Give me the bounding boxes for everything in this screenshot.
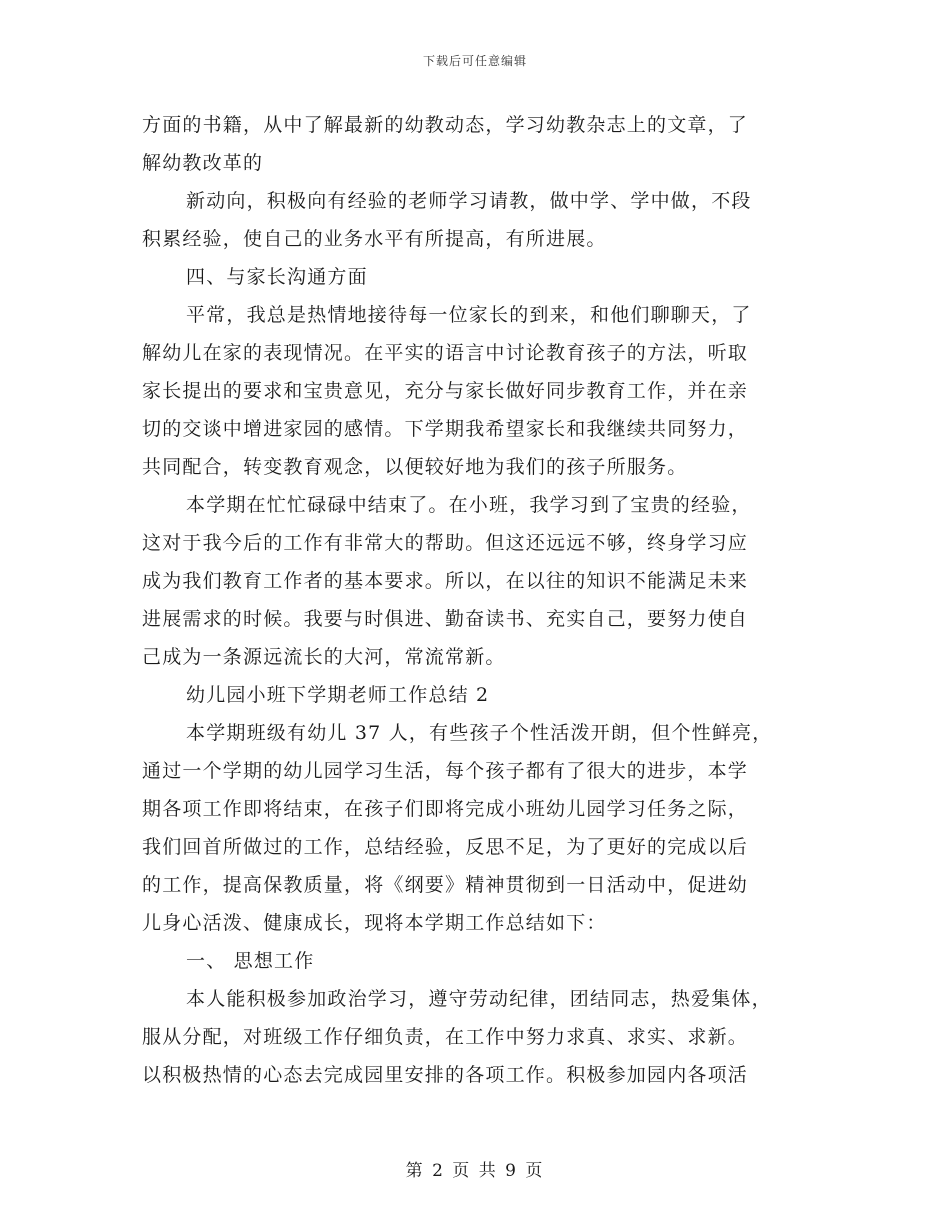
text-line: 平常，我总是热情地接待每一位家长的到来，和他们聊聊天，了	[186, 304, 752, 326]
text-line: 幼儿园小班下学期老师工作总结 2	[186, 684, 490, 706]
text-line: 本学期班级有幼儿 37 人，有些孩子个性活泼开朗，但个性鲜亮，	[186, 722, 773, 744]
text-line: 解幼儿在家的表现情况。在平实的语言中讨论教育孩子的方法，听取	[142, 342, 749, 364]
text-line: 一、 思想工作	[186, 950, 315, 972]
page-footer: 第 2 页 共 9 页	[405, 1161, 545, 1181]
text-line: 切的交谈中增进家园的感情。下学期我希望家长和我继续共同努力，	[142, 418, 749, 440]
text-line: 成为我们教育工作者的基本要求。所以，在以往的知识不能满足未来	[142, 570, 749, 592]
page-header: 下载后可任意编辑	[422, 54, 527, 68]
text-line: 积累经验，使自己的业务水平有所提高，有所进展。	[142, 228, 607, 250]
text-line: 新动向，积极向有经验的老师学习请教，做中学、学中做，不段	[186, 190, 752, 212]
text-line: 服从分配，对班级工作仔细负责，在工作中努力求真、求实、求新。	[142, 1026, 749, 1048]
document-body	[142, 106, 812, 1094]
text-line: 的工作，提高保教质量，将《纲要》精神贯彻到一日活动中，促进幼	[142, 874, 749, 896]
text-line: 我们回首所做过的工作，总结经验，反思不足，为了更好的完成以后	[142, 836, 749, 858]
text-line: 儿身心活泼、健康成长，现将本学期工作总结如下：	[142, 912, 607, 934]
text-line: 本人能积极参加政治学习，遵守劳动纪律，团结同志，热爱集体，	[186, 988, 772, 1010]
text-line: 期各项工作即将结束，在孩子们即将完成小班幼儿园学习任务之际，	[142, 798, 749, 820]
text-line: 解幼教改革的	[142, 152, 264, 174]
text-line: 四、与家长沟通方面	[186, 266, 368, 288]
text-line: 共同配合，转变教育观念，以便较好地为我们的孩子所服务。	[142, 456, 688, 478]
text-line: 进展需求的时候。我要与时俱进、勤奋读书、充实自己，要努力使自	[142, 608, 749, 630]
text-line: 这对于我今后的工作有非常大的帮助。但这还远远不够，终身学习应	[142, 532, 749, 554]
text-line: 家长提出的要求和宝贵意见，充分与家长做好同步教育工作，并在亲	[142, 380, 749, 402]
text-line: 通过一个学期的幼儿园学习生活，每个孩子都有了很大的进步，本学	[142, 760, 749, 782]
text-line: 以积极热情的心态去完成园里安排的各项工作。积极参加园内各项活	[142, 1064, 749, 1086]
text-line: 本学期在忙忙碌碌中结束了。在小班，我学习到了宝贵的经验，	[186, 494, 752, 516]
text-line: 己成为一条源远流长的大河，常流常新。	[142, 646, 506, 668]
text-line: 方面的书籍，从中了解最新的幼教动态，学习幼教杂志上的文章，了	[142, 114, 749, 136]
